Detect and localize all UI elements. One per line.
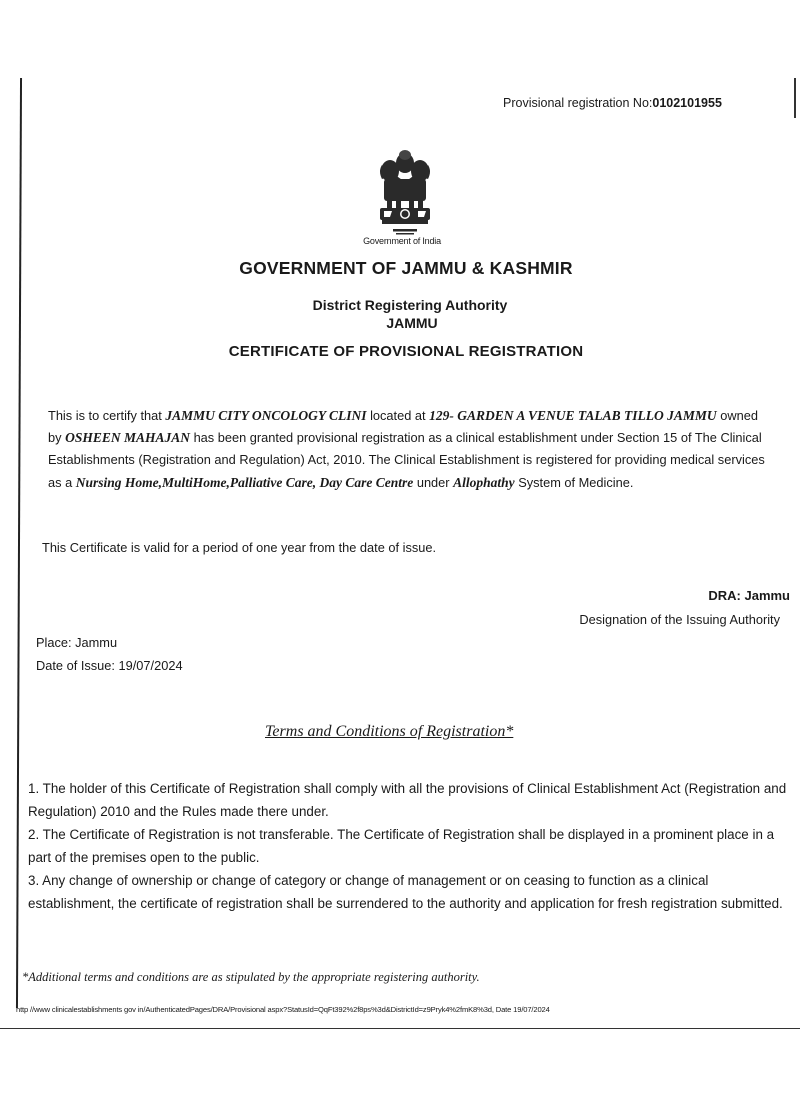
establishment-name: JAMMU CITY ONCOLOGY CLINI bbox=[165, 408, 367, 423]
terms-item: 2. The Certificate of Registration is not transferable. The Certificate of Registration shall be displayed in a prominent place in a part of the premises open to the public. bbox=[28, 826, 775, 865]
para-text-2: located at bbox=[370, 408, 426, 423]
registration-label: Provisional registration No: bbox=[503, 96, 653, 110]
terms-item: 1. The holder of this Certificate of Registration shall comply with all the provisions of Clinical Establishment Act (Registration and Regulation) 2010 and the Rules made there under. bbox=[28, 781, 787, 819]
terms-footnote: *Additional terms and conditions are as stipulated by the appropriate registering authority. bbox=[22, 970, 480, 984]
establishment-address: 129- GARDEN A VENUE TALAB TILLO JAMMU bbox=[429, 408, 717, 423]
registration-number: 0102101955 bbox=[652, 96, 722, 110]
date-of-issue: Date of Issue: 19/07/2024 bbox=[36, 658, 183, 673]
bottom-border-line bbox=[0, 1028, 800, 1029]
place-of-issue: Place: Jammu bbox=[36, 635, 118, 650]
para-text-1: This is to certify that bbox=[48, 408, 162, 423]
para-text-5: under bbox=[416, 474, 450, 490]
services-list: Nursing Home,MultiHome,Palliative Care, Day Care Centre bbox=[75, 474, 414, 490]
owner-name: OSHEEN MAHAJAN bbox=[65, 430, 190, 446]
issuing-authority-designation: Designation of the Issuing Authority bbox=[579, 612, 780, 627]
district-heading: JAMMU bbox=[386, 315, 438, 331]
right-border-line bbox=[794, 78, 796, 118]
government-heading: GOVERNMENT OF JAMMU & KASHMIR bbox=[239, 258, 573, 278]
medicine-system: Allophathy bbox=[453, 474, 515, 490]
emblem-caption: Government of India bbox=[363, 236, 441, 246]
registration-number-line bbox=[503, 96, 722, 110]
para-text-3: owned by bbox=[48, 408, 758, 446]
left-border-line bbox=[16, 78, 22, 1008]
certificate-title: CERTIFICATE OF PROVISIONAL REGISTRATION bbox=[228, 343, 584, 360]
certification-paragraph bbox=[48, 405, 768, 494]
terms-list bbox=[28, 778, 788, 915]
validity-statement: This Certificate is valid for a period of one year from the date of issue. bbox=[42, 540, 437, 555]
issuing-authority-name: DRA: Jammu bbox=[708, 588, 790, 603]
terms-item: 3. Any change of ownership or change of category or change of management or on ceasing to function as a clinical establishment, the certificate of registration shall be surrendered to the authority and application for fresh registration submitted. bbox=[28, 872, 783, 911]
para-text-6: System of Medicine. bbox=[518, 474, 634, 490]
para-text-4: has been granted provisional registration as a clinical establishment under Section 15 of The Clinical Establishments (Registration and Regulation) Act, 2010. The Clinical Establishment is registered for providing medical services as a bbox=[48, 430, 765, 490]
national-emblem-icon bbox=[360, 145, 450, 250]
authority-heading: District Registering Authority bbox=[312, 297, 508, 313]
terms-title: Terms and Conditions of Registration* bbox=[265, 723, 514, 740]
source-url-footer: http //www clinicalestablishments gov in/AuthenticatedPages/DRA/Provisional aspx?StatusId=QqFt392%2f8ps%3d&DistrictId=z9Pryk4%2fmK8%3d, Date 19/07/2024 bbox=[16, 1005, 550, 1014]
